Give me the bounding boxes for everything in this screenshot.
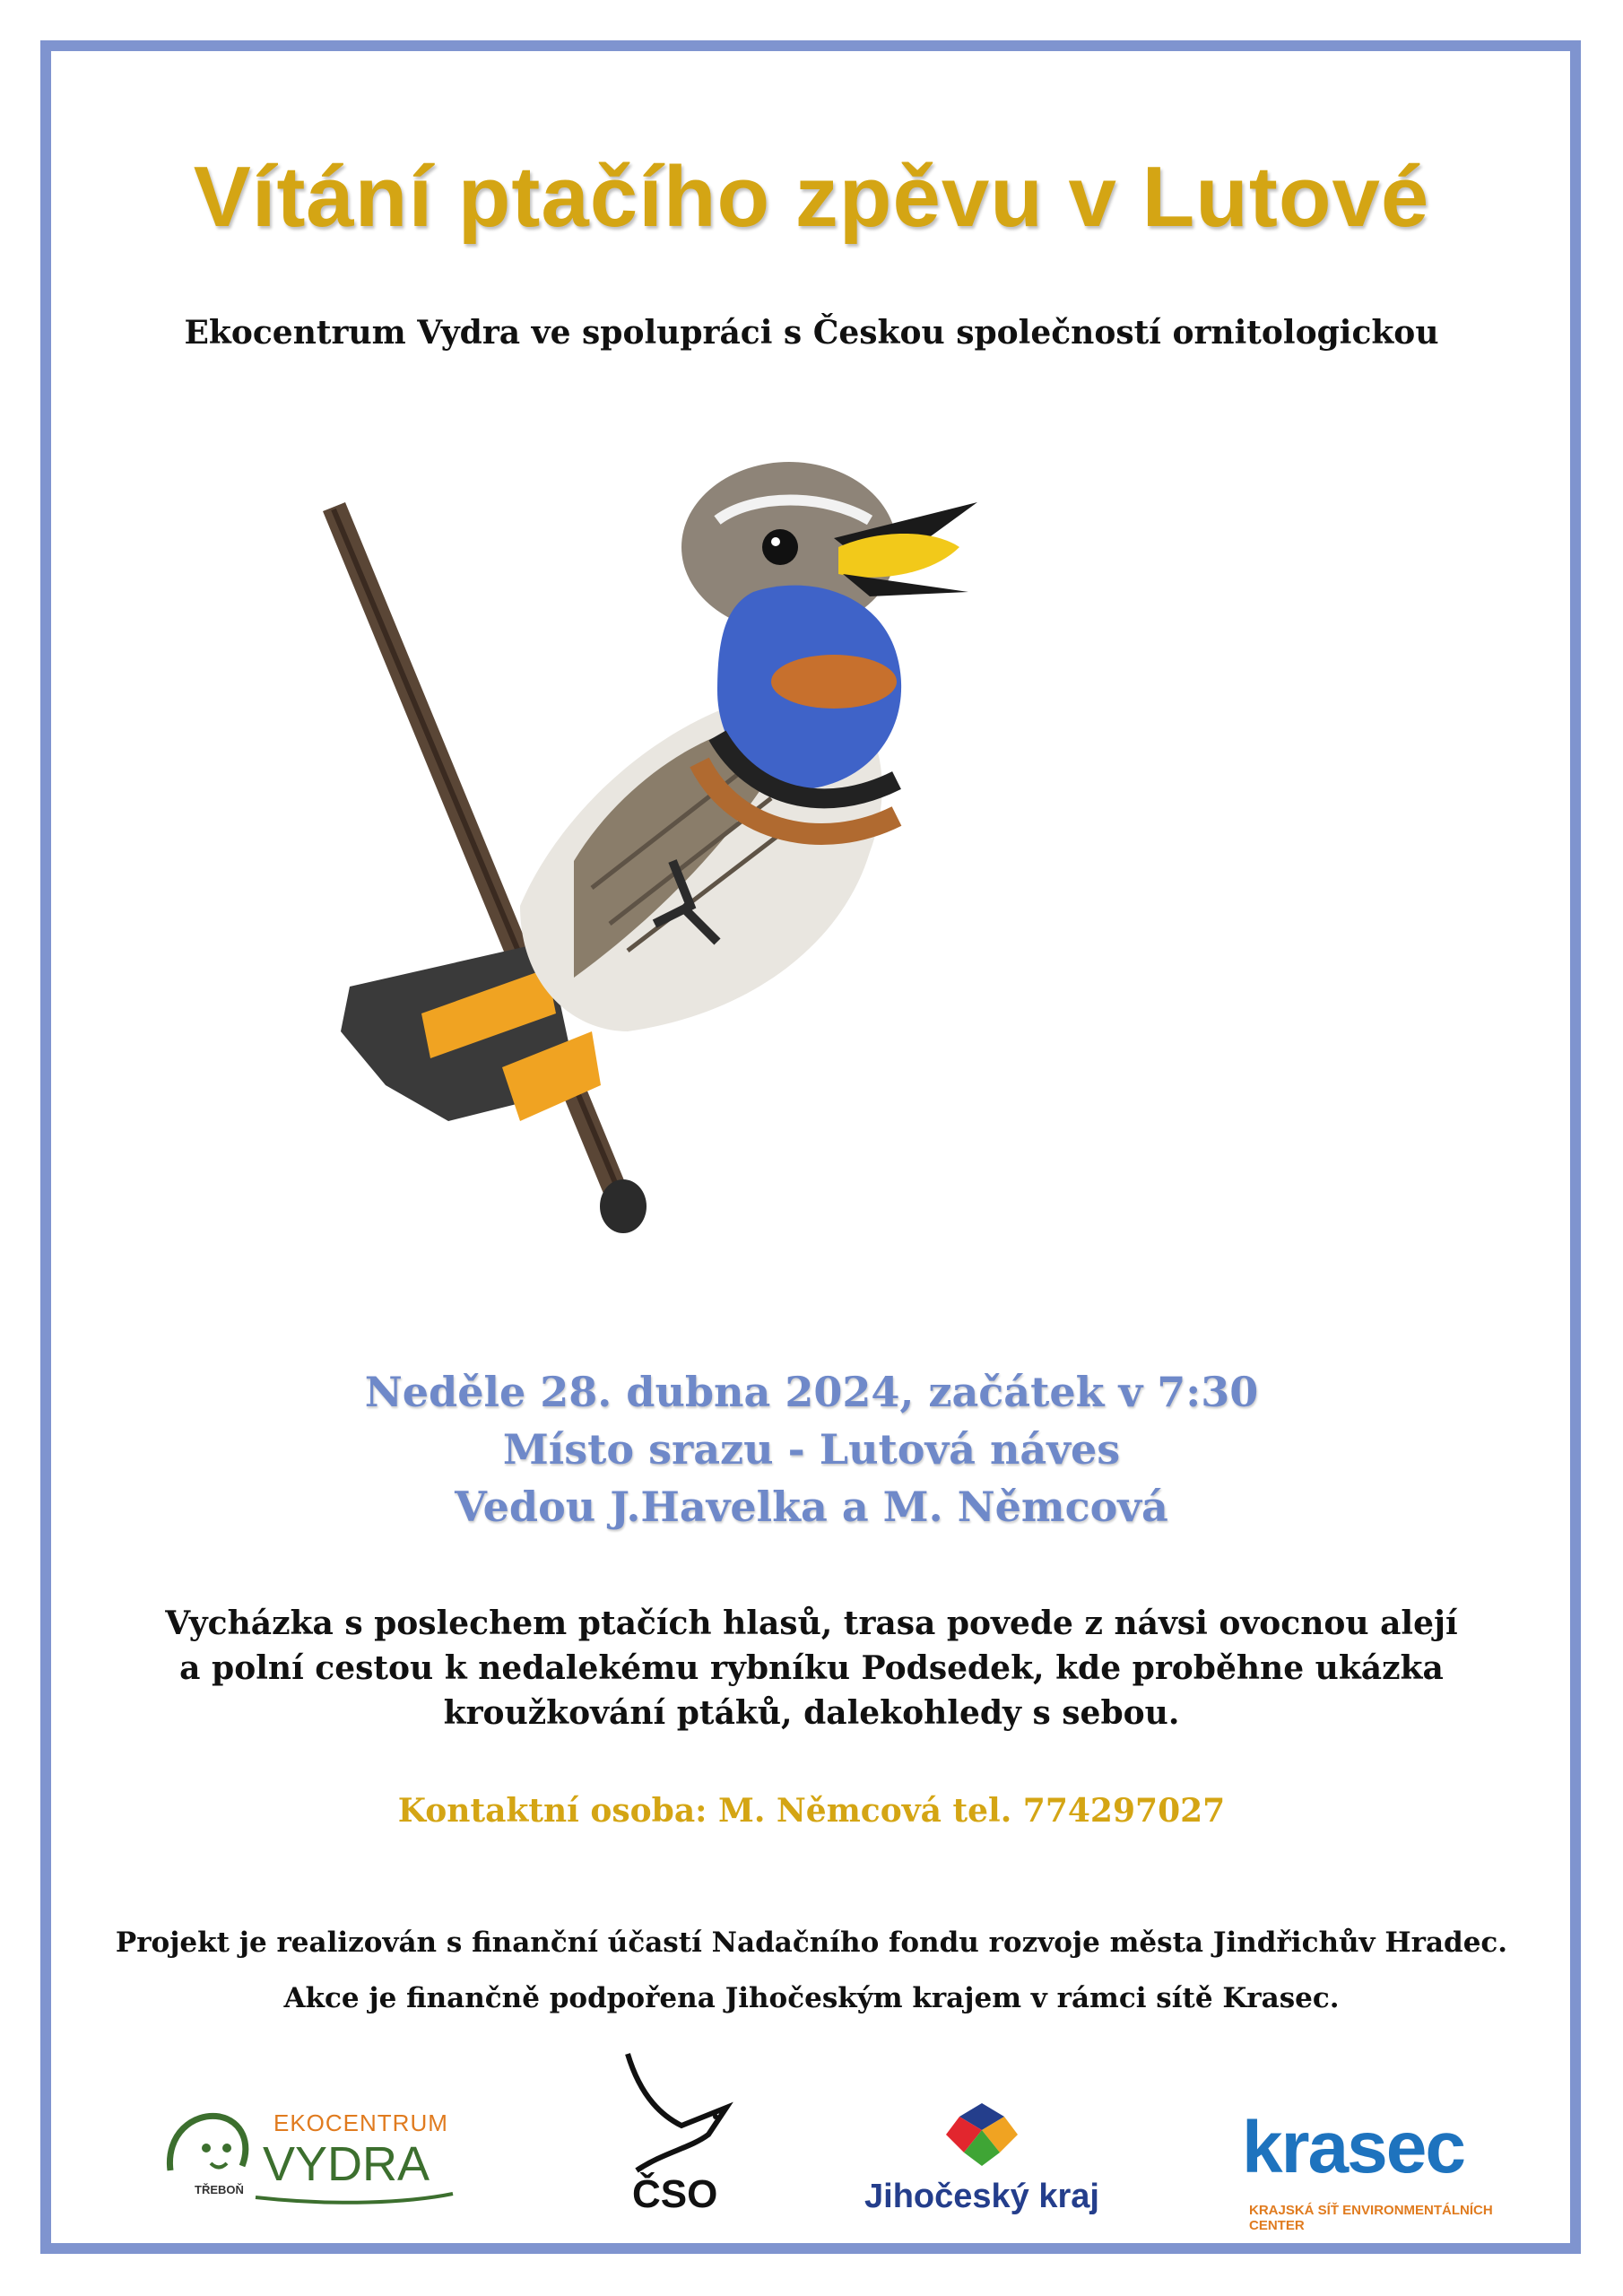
- event-info: [0, 1363, 1623, 1535]
- krasec-logo-subtitle: KRAJSKÁ SÍŤ ENVIRONMENTÁLNÍCH CENTER: [1249, 2203, 1493, 2233]
- poster-title: Vítání ptačího zpěvu v Lutové: [193, 149, 1430, 245]
- poster-subtitle: Ekocentrum Vydra ve spolupráci s Českou společností ornitologickou: [184, 314, 1439, 352]
- vydra-logo-top: EKOCENTRUM: [273, 2109, 448, 2136]
- event-date: Neděle 28. dubna 2024, začátek v 7:30: [364, 1368, 1259, 1416]
- event-description: [0, 1601, 1623, 1735]
- event-leaders: Vedou J.Havelka a M. Němcová: [455, 1483, 1168, 1531]
- description-line: Vycházka s poslechem ptačích hlasů, trasa povede z návsi ovocnou alejí: [165, 1605, 1458, 1642]
- krasec-logo-text: krasec: [1242, 2107, 1464, 2188]
- vydra-logo-town: TŘEBOŇ: [195, 2183, 244, 2196]
- jihocesky-kraj-logo: [847, 2099, 1116, 2224]
- cso-logo-text: ČSO: [632, 2172, 718, 2216]
- funding-note-2: Akce je finančně podpořena Jihočeským krajem v rámci sítě Krasec.: [283, 1982, 1340, 2014]
- region-emblem-icon: [937, 2099, 1027, 2170]
- ekocentrum-vydra-logo: [157, 2099, 462, 2206]
- jck-logo-text: Jihočeský kraj: [864, 2178, 1099, 2215]
- event-place: Místo srazu - Lutová náves: [502, 1425, 1121, 1474]
- description-line: a polní cestou k nedalekému rybníku Podsedek, kde proběhne ukázka: [179, 1649, 1444, 1687]
- vydra-logo-main: VYDRA: [263, 2137, 430, 2191]
- contact-info: Kontaktní osoba: M. Němcová tel. 774297027: [397, 1792, 1226, 1830]
- krasec-logo: [1242, 2097, 1529, 2231]
- bluethroat-bird-icon: [251, 439, 1219, 1300]
- cso-logo: [601, 2045, 744, 2224]
- swoosh-icon: [157, 2190, 462, 2208]
- funding-note-1: Projekt je realizován s finanční účastí Nadačního fondu rozvoje města Jindřichův Hradec.: [115, 1926, 1508, 1959]
- bird-silhouette-icon: [601, 2045, 744, 2179]
- description-line: kroužkování ptáků, dalekohledy s sebou.: [443, 1694, 1180, 1732]
